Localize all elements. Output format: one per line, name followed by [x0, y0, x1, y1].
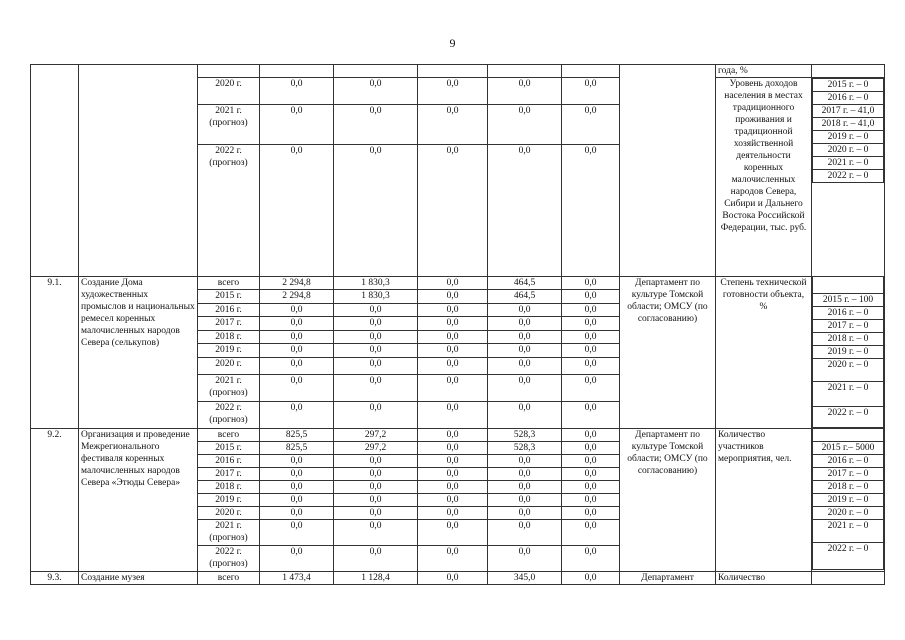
- table-row: 9.2. Организация и проведение Межрегионального фестиваля коренных малочисленных народов Севера «Этюды Севера» всего 825,5 297,2 0,0 528,3 0,0 Департамент по культуре Томской области; ОМСУ (по согласованию) Количество участников мероприятия, чел. 2015 г.– 5000 2016 г. – 0 2017 г. – 0 2018 г. – 0 2019 г. – 0 2020 г. – 0 2021 г. – 0 2022 г. – 0: [31, 429, 885, 442]
- item-name: Создание музея: [79, 572, 198, 585]
- targets-cell: [812, 277, 885, 429]
- table-row: 2020 г. 0,0 0,0 0,0 0,0 0,0 Уровень доходов населения в местах традиционного проживания и традиционной хозяйственной деятельности коренных малочисленных народов Севера, Сибири и Дальнего Востока Российской Федерации, тыс. руб. 2015 г. – 0 2016 г. – 0 2017 г. – 41,0 2018 г. – 41,0 2019 г. – 0 2020 г. – 0 2021 г. – 0 2022 г. – 0: [31, 78, 885, 105]
- executor: Департамент по культуре Томской области; ОМСУ (по согласованию): [620, 277, 716, 429]
- executor: Департамент: [620, 572, 716, 585]
- table-row: 2015 г. 825,5 297,2 0,0 528,3 0,0: [31, 442, 885, 455]
- item-name: Создание Дома художественных промыслов и национальных ремесел коренных малочисленных народов Севера (селькупов): [79, 277, 198, 429]
- table-row: 2021 г. (прогноз) 0,0 0,0 0,0 0,0 0,0: [31, 105, 885, 145]
- table-row: 2021 г. (прогноз) 0,0 0,0 0,0 0,0 0,0: [31, 375, 885, 402]
- table-row: 2016 г. 0,0 0,0 0,0 0,0 0,0: [31, 455, 885, 468]
- indicator-text: Количество участников мероприятия, чел.: [716, 429, 812, 572]
- program-table: [30, 64, 885, 585]
- table-row: 2022 г. (прогноз) 0,0 0,0 0,0 0,0 0,0: [31, 145, 885, 277]
- table-row: 9.3. Создание музея всего 1 473,4 1 128,4 0,0 345,0 0,0 Департамент Количество: [31, 572, 885, 585]
- item-number: 9.3.: [31, 572, 79, 585]
- indicator-text: Степень технической готовности объекта, %: [716, 277, 812, 429]
- table-row: 2018 г. 0,0 0,0 0,0 0,0 0,0: [31, 481, 885, 494]
- table-row: 2020 г. 0,0 0,0 0,0 0,0 0,0: [31, 357, 885, 375]
- top-header-row: [31, 65, 885, 78]
- table-row: 2019 г. 0,0 0,0 0,0 0,0 0,0: [31, 344, 885, 357]
- table-row: 2021 г. (прогноз) 0,0 0,0 0,0 0,0 0,0: [31, 520, 885, 546]
- table-row: 2020 г. 0,0 0,0 0,0 0,0 0,0: [31, 507, 885, 520]
- table-row: 2017 г. 0,0 0,0 0,0 0,0 0,0: [31, 468, 885, 481]
- targets-cell: [812, 78, 885, 277]
- item-name: Организация и проведение Межрегионального фестиваля коренных малочисленных народов Севера «Этюды Севера»: [79, 429, 198, 572]
- targets-cell: [812, 429, 885, 572]
- item-number: 9.2.: [31, 429, 79, 572]
- note-continuation: года, %: [716, 65, 812, 78]
- table-row: 9.1. Создание Дома художественных промыслов и национальных ремесел коренных малочисленных народов Севера (селькупов) всего 2 294,8 1 830,3 0,0 464,5 0,0 Департамент по культуре Томской области; ОМСУ (по согласованию) Степень технической готовности объекта, % 2015 г. – 100 2016 г. – 0 2017 г. – 0 2018 г. – 0 2019 г. – 0 2020 г. – 0 2021 г. – 0 2022 г. – 0: [31, 277, 885, 290]
- table-row: 2018 г. 0,0 0,0 0,0 0,0 0,0: [31, 330, 885, 343]
- executor: Департамент по культуре Томской области; ОМСУ (по согласованию): [620, 429, 716, 572]
- table-row: 2022 г. (прогноз) 0,0 0,0 0,0 0,0 0,0: [31, 402, 885, 429]
- table-row: 2017 г. 0,0 0,0 0,0 0,0 0,0: [31, 317, 885, 330]
- table-row: 2022 г. (прогноз) 0,0 0,0 0,0 0,0 0,0: [31, 546, 885, 572]
- table-row: 2019 г. 0,0 0,0 0,0 0,0 0,0: [31, 494, 885, 507]
- item-number: 9.1.: [31, 277, 79, 429]
- table-row: 2015 г. 2 294,8 1 830,3 0,0 464,5 0,0: [31, 290, 885, 303]
- targets-list: 2015 г.– 5000 2016 г. – 0 2017 г. – 0 2018 г. – 0 2019 г. – 0 2020 г. – 0 2021 г. – 0 2022 г. – 0: [812, 429, 884, 570]
- targets-list: 2015 г. – 100 2016 г. – 0 2017 г. – 0 2018 г. – 0 2019 г. – 0 2020 г. – 0 2021 г. – 0 2022 г. – 0: [812, 277, 884, 428]
- page-number: 9: [449, 36, 456, 50]
- indicator-text: Уровень доходов населения в местах традиционного проживания и традиционной хозяйственной деятельности коренных малочисленных народов Севера, Сибири и Дальнего Востока Российской Федерации, тыс. руб.: [716, 78, 812, 277]
- targets-list: 2015 г. – 0 2016 г. – 0 2017 г. – 41,0 2018 г. – 41,0 2019 г. – 0 2020 г. – 0 2021 г. – 0 2022 г. – 0: [812, 78, 884, 183]
- table-row: 2016 г. 0,0 0,0 0,0 0,0 0,0: [31, 303, 885, 316]
- indicator-text: Количество: [716, 572, 812, 585]
